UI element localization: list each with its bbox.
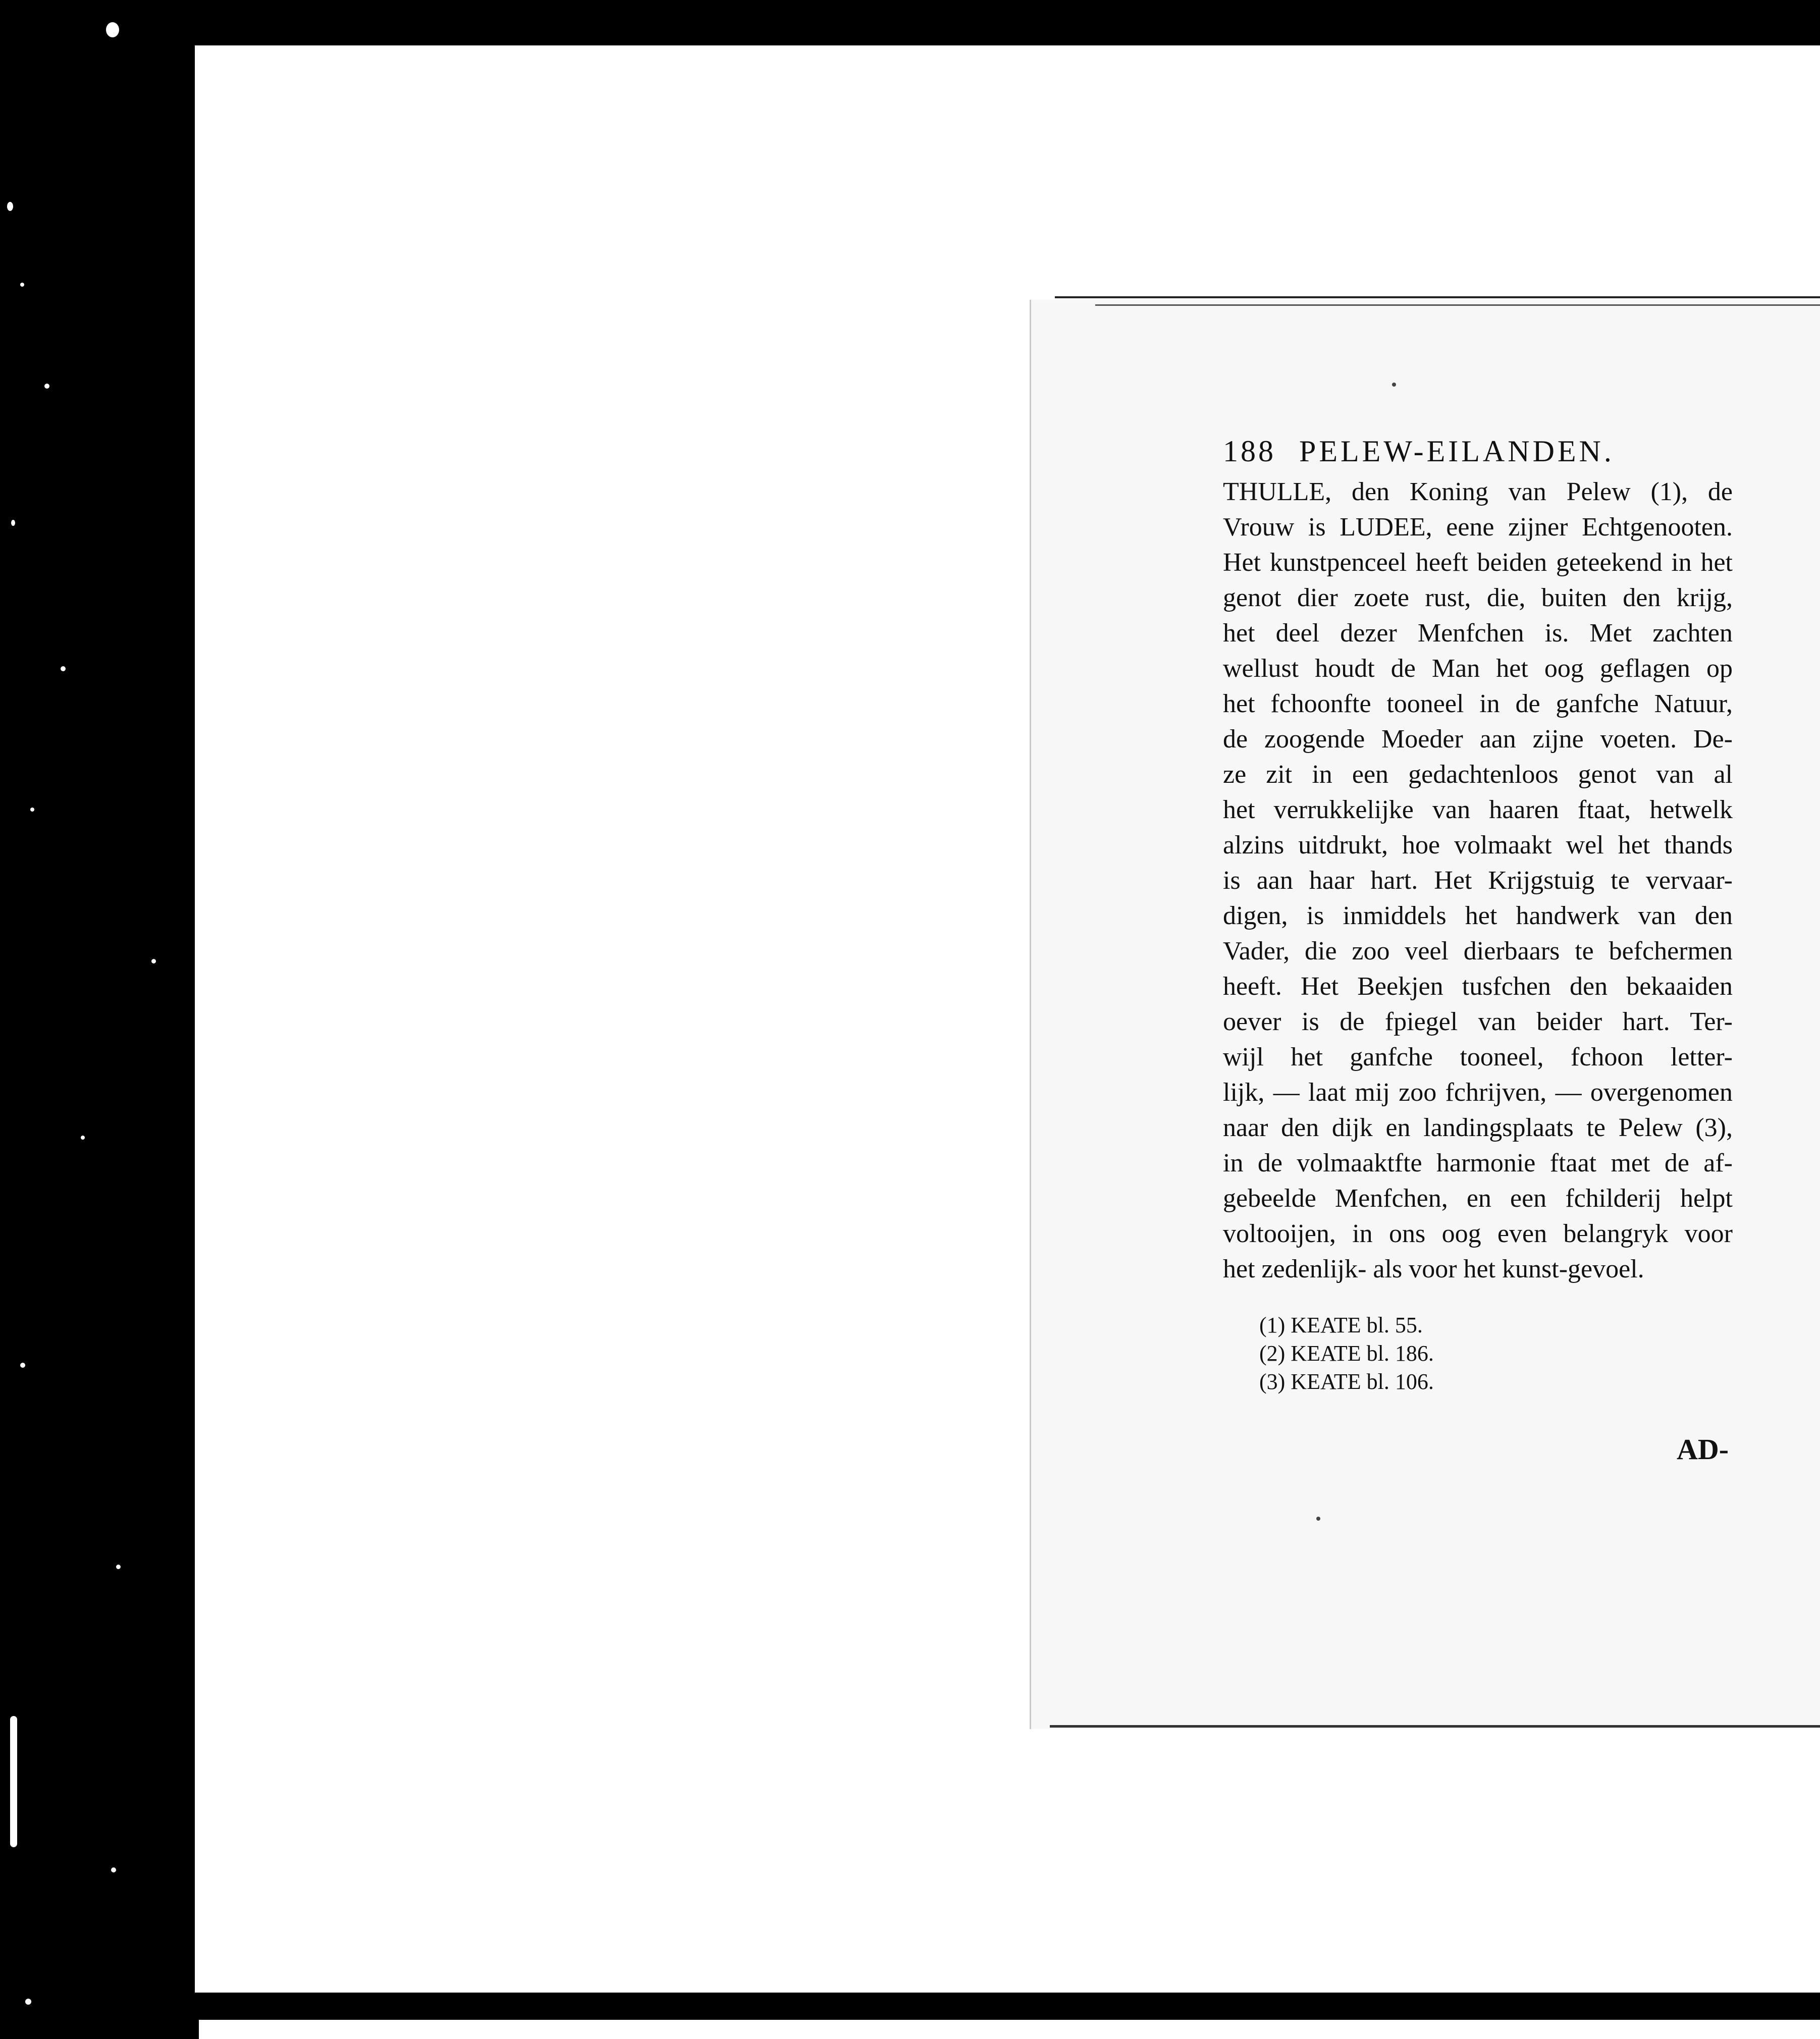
body-line: is aan haar hart. Het Krijgstuig te vervaar- xyxy=(1223,866,1733,895)
dust-speck xyxy=(20,283,24,287)
body-line: wellust houdt de Man het oog geflagen op xyxy=(1223,654,1733,683)
body-line: het deel dezer Menfchen is. Met zachten xyxy=(1223,619,1733,648)
dust-speck xyxy=(81,1136,85,1140)
dust-speck xyxy=(7,202,13,211)
ink-dot xyxy=(1392,383,1396,387)
dust-speck xyxy=(116,1565,121,1569)
body-line: voltooijen, in ons oog even belangryk voor xyxy=(1223,1219,1733,1248)
footnotes xyxy=(1223,1311,1733,1396)
page-bottom-edge xyxy=(1050,1725,1820,1728)
dust-speck xyxy=(30,808,34,812)
body-line: de zoogende Moeder aan zijne voeten. De- xyxy=(1223,725,1733,754)
body-line: Het kunstpenceel heeft beiden geteekend in het xyxy=(1223,548,1733,577)
body-line: oever is de fpiegel van beider hart. Ter- xyxy=(1223,1007,1733,1036)
dust-speck xyxy=(61,666,66,671)
body-line: naar den dijk en landingsplaats te Pelew (3), xyxy=(1223,1113,1733,1142)
page-top-edge xyxy=(1095,304,1820,306)
body-line: heeft. Het Beekjen tusfchen den bekaaiden xyxy=(1223,972,1733,1001)
body-line: THULLE, den Koning van Pelew (1), de xyxy=(1223,477,1733,506)
body-line: digen, is inmiddels het handwerk van den xyxy=(1223,901,1733,930)
body-line: het zedenlijk- als voor het kunst-gevoel. xyxy=(1223,1255,1644,1283)
body-line: Vader, die zoo veel dierbaars te befchermen xyxy=(1223,937,1733,965)
page-top-edge xyxy=(1055,296,1820,298)
body-line: in de volmaaktfte harmonie ftaat met de af- xyxy=(1223,1149,1733,1177)
running-head-title: PELEW-EILANDEN. xyxy=(1299,435,1615,468)
running-head xyxy=(1223,434,1733,474)
body-line: Vrouw is LUDEE, eene zijner Echtgenooten. xyxy=(1223,513,1733,542)
dust-speck xyxy=(20,1363,25,1368)
footnote: (3) KEATE bl. 106. xyxy=(1259,1369,1434,1394)
dust-speck xyxy=(10,1716,17,1847)
body-line: lijk, — laat mij zoo fchrijven, — overgenomen xyxy=(1223,1078,1733,1107)
body-line: het fchoonfte tooneel in de ganfche Natuur, xyxy=(1223,689,1733,718)
page-text-block xyxy=(1223,434,1733,1396)
page-number: 188 xyxy=(1223,435,1276,468)
dust-speck xyxy=(44,384,49,389)
body-line: het verrukkelijke van haaren ftaat, hetwelk xyxy=(1223,795,1733,824)
body-line: alzins uitdrukt, hoe volmaakt wel het thands xyxy=(1223,831,1733,860)
body-line: ze zit in een gedachtenloos genot van al xyxy=(1223,760,1733,789)
bottom-paper-strip xyxy=(199,2020,1820,2039)
dust-speck xyxy=(151,959,156,963)
footnote: (1) KEATE bl. 55. xyxy=(1259,1313,1423,1337)
body-line: wijl het ganfche tooneel, fchoon letter- xyxy=(1223,1043,1733,1071)
body-text xyxy=(1223,474,1733,1287)
dust-speck xyxy=(106,22,119,37)
body-line: gebeelde Menfchen, en een fchilderij helpt xyxy=(1223,1184,1733,1213)
dust-speck xyxy=(111,1867,116,1872)
dust-speck xyxy=(25,1999,31,2005)
dust-speck xyxy=(11,520,15,526)
footnote: (2) KEATE bl. 186. xyxy=(1259,1341,1434,1366)
ink-dot xyxy=(1316,1517,1320,1521)
body-line: genot dier zoete rust, die, buiten den krijg, xyxy=(1223,583,1733,612)
catchword: AD- xyxy=(1677,1433,1729,1466)
